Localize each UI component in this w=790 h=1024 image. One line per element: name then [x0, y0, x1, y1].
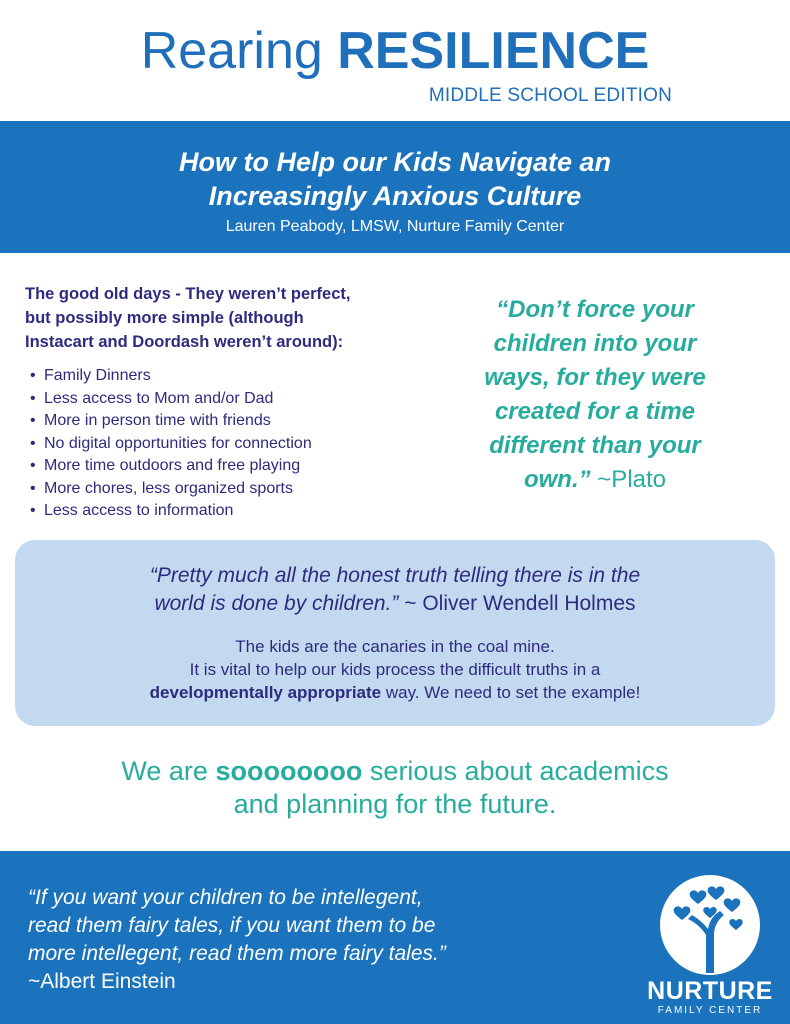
title-bold: RESILIENCE	[337, 22, 650, 80]
tree-heart-icon	[650, 875, 770, 975]
page-title	[0, 20, 790, 82]
good-old-days-line-1: The good old days - They weren’t perfect,	[25, 285, 351, 303]
canaries-line-2: It is vital to help our kids process the difficult truths in a	[189, 660, 601, 679]
subtitle-line-2: Increasingly Anxious Culture	[208, 181, 582, 211]
holmes-quote-line-1: “Pretty much all the honest truth telling there is in the	[149, 564, 641, 587]
list-item: • Less access to Mom and/or Dad	[30, 388, 440, 411]
subtitle	[0, 145, 790, 213]
edition-label: MIDDLE SCHOOL EDITION	[428, 85, 672, 106]
einstein-line-1: “If you want your children to be intellegent,	[28, 886, 423, 909]
plato-line-6	[445, 463, 745, 497]
academics-line-2: and planning for the future.	[233, 789, 557, 819]
good-old-days-heading	[25, 282, 435, 354]
canaries-bold: developmentally appropriate	[149, 683, 382, 702]
academics-line-1	[0, 755, 790, 788]
holmes-quote-line-2-text: world is done by children.”	[154, 592, 399, 615]
list-item: • More chores, less organized sports	[30, 478, 440, 501]
plato-line-2: children into your	[493, 330, 697, 357]
holmes-attribution: ~ Oliver Wendell Holmes	[398, 592, 636, 615]
academics-statement	[0, 755, 790, 821]
good-old-days-list	[30, 365, 440, 523]
plato-line-4: created for a time	[494, 398, 696, 425]
list-item: • No digital opportunities for connection	[30, 433, 440, 456]
logo-name: NURTURE	[647, 977, 773, 1005]
list-item: • Less access to information	[30, 500, 440, 523]
subtitle-line-1: How to Help our Kids Navigate an	[178, 147, 612, 177]
good-old-days-line-2: but possibly more simple (although	[25, 309, 304, 327]
canaries-line-1: The kids are the canaries in the coal mine.	[235, 637, 555, 656]
einstein-attribution: ~Albert Einstein	[28, 970, 176, 993]
good-old-days-line-3: Instacart and Doordash weren’t around):	[25, 333, 344, 351]
list-item: • More time outdoors and free playing	[30, 455, 440, 478]
title-light: Rearing	[140, 22, 338, 80]
academics-post: serious about academics	[362, 756, 669, 786]
footer-band	[0, 851, 790, 1024]
nurture-logo	[647, 875, 773, 1020]
plato-attribution: ~Plato	[590, 466, 667, 493]
author-line: Lauren Peabody, LMSW, Nurture Family Center	[225, 218, 565, 235]
canaries-line-3	[15, 681, 775, 704]
academics-pre: We are	[121, 756, 216, 786]
holmes-quote-line-2	[15, 590, 775, 618]
list-item: • Family Dinners	[30, 365, 440, 388]
subtitle-band	[0, 121, 790, 253]
header	[0, 0, 790, 120]
einstein-quote	[28, 884, 628, 968]
plato-quote	[445, 293, 745, 497]
academics-bold: soooooooo	[215, 756, 363, 786]
canaries-line-3-rest: way. We need to set the example!	[381, 683, 641, 702]
holmes-callout-box	[15, 540, 775, 726]
holmes-quote	[15, 562, 775, 618]
plato-line-1: “Don’t force your	[496, 296, 694, 323]
einstein-line-3: more intellegent, read them more fairy tales.”	[28, 942, 446, 965]
list-item: • More in person time with friends	[30, 410, 440, 433]
plato-line-5: different than your	[489, 432, 701, 459]
logo-subtitle: FAMILY CENTER	[657, 1005, 763, 1016]
plato-line-6-text: own.”	[523, 466, 591, 493]
einstein-line-2: read them fairy tales, if you want them to be	[28, 914, 436, 937]
plato-line-3: ways, for they were	[484, 364, 706, 391]
canaries-paragraph	[15, 635, 775, 704]
